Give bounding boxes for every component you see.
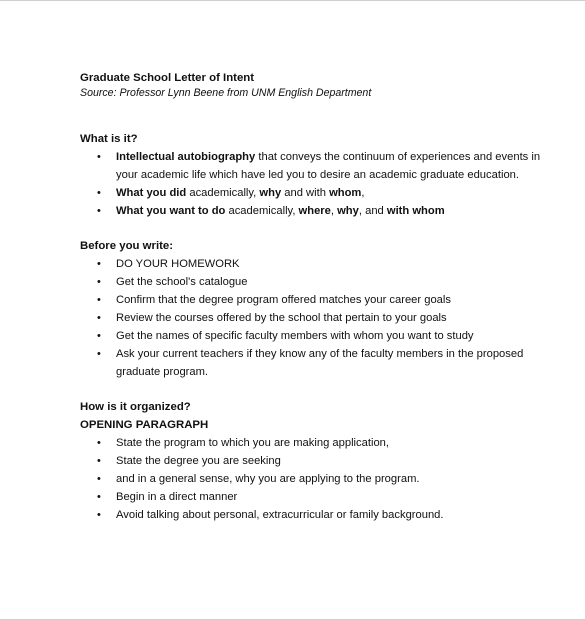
item-text: , bbox=[361, 187, 365, 199]
bullet-icon: • bbox=[97, 258, 101, 270]
bullet-icon: • bbox=[97, 330, 101, 342]
item-text: academically, bbox=[186, 187, 260, 199]
bullet-icon: • bbox=[97, 312, 101, 324]
bullet-icon: • bbox=[97, 491, 101, 503]
item-text: Avoid talking about personal, extracurricular or family background. bbox=[116, 509, 444, 521]
section-heading-before-you-write: Before you write: bbox=[80, 240, 174, 252]
list-item bbox=[80, 184, 550, 202]
item-text: State the degree you are seeking bbox=[116, 455, 281, 467]
list-item bbox=[80, 273, 550, 291]
item-text: Confirm that the degree program offered matches your career goals bbox=[116, 294, 451, 306]
bullet-icon: • bbox=[97, 151, 101, 163]
bold-phrase: What you want to do bbox=[116, 205, 226, 217]
item-text: Review the courses offered by the school that pertain to your goals bbox=[116, 312, 447, 324]
bold-phrase: why bbox=[337, 205, 359, 217]
list-item bbox=[80, 452, 550, 470]
spacer bbox=[80, 100, 550, 130]
bullet-icon: • bbox=[97, 455, 101, 467]
bullet-icon: • bbox=[97, 276, 101, 288]
bullet-icon: • bbox=[97, 205, 101, 217]
list-item bbox=[80, 291, 550, 309]
item-text: State the program to which you are making application, bbox=[116, 437, 390, 449]
list-item bbox=[80, 488, 550, 506]
list-item bbox=[80, 506, 550, 524]
spacer bbox=[80, 220, 550, 237]
list-item bbox=[80, 202, 550, 220]
item-text: , bbox=[330, 205, 338, 217]
bold-phrase: whom bbox=[329, 187, 362, 199]
what-is-it-list bbox=[80, 148, 550, 220]
section-heading-how-organized: How is it organized? bbox=[80, 401, 191, 413]
list-item bbox=[80, 470, 550, 488]
bold-phrase: with whom bbox=[386, 205, 445, 217]
item-text: academically, bbox=[225, 205, 299, 217]
bullet-icon: • bbox=[97, 473, 101, 485]
bold-phrase: why bbox=[259, 187, 282, 199]
item-text: and in a general sense, why you are applying to the program. bbox=[116, 473, 420, 485]
list-item bbox=[80, 327, 550, 345]
bullet-icon: • bbox=[97, 348, 101, 360]
bullet-icon: • bbox=[97, 294, 101, 306]
before-you-write-list bbox=[80, 255, 550, 381]
bullet-icon: • bbox=[97, 187, 101, 199]
item-text: that conveys the continuum of experiences and events in your academic life which have led you to desire an academic graduate education. bbox=[116, 151, 541, 181]
item-text: Ask your current teachers if they know any of the faculty members in the proposed graduate program. bbox=[116, 348, 524, 378]
list-item bbox=[80, 255, 550, 273]
document-source: Source: Professor Lynn Beene from UNM English Department bbox=[80, 87, 372, 99]
list-item bbox=[80, 148, 550, 184]
opening-paragraph-list bbox=[80, 434, 550, 524]
bold-phrase: Intellectual autobiography bbox=[116, 151, 256, 163]
section-heading-what-is-it: What is it? bbox=[80, 133, 138, 145]
bullet-icon: • bbox=[97, 437, 101, 449]
subheading-opening-paragraph: OPENING PARAGRAPH bbox=[80, 419, 209, 431]
bullet-icon: • bbox=[97, 509, 101, 521]
item-text: DO YOUR HOMEWORK bbox=[116, 258, 240, 270]
document-content bbox=[80, 70, 550, 524]
document-title: Graduate School Letter of Intent bbox=[80, 72, 255, 84]
item-text: Get the names of specific faculty members with whom you want to study bbox=[116, 330, 474, 342]
list-item bbox=[80, 309, 550, 327]
bold-phrase: What you did bbox=[116, 187, 187, 199]
spacer bbox=[80, 381, 550, 398]
item-text: and with bbox=[281, 187, 330, 199]
list-item bbox=[80, 345, 550, 381]
item-text: Get the school's catalogue bbox=[116, 276, 248, 288]
bold-phrase: where bbox=[298, 205, 331, 217]
item-text: Begin in a direct manner bbox=[116, 491, 238, 503]
list-item bbox=[80, 434, 550, 452]
item-text: , and bbox=[358, 205, 387, 217]
